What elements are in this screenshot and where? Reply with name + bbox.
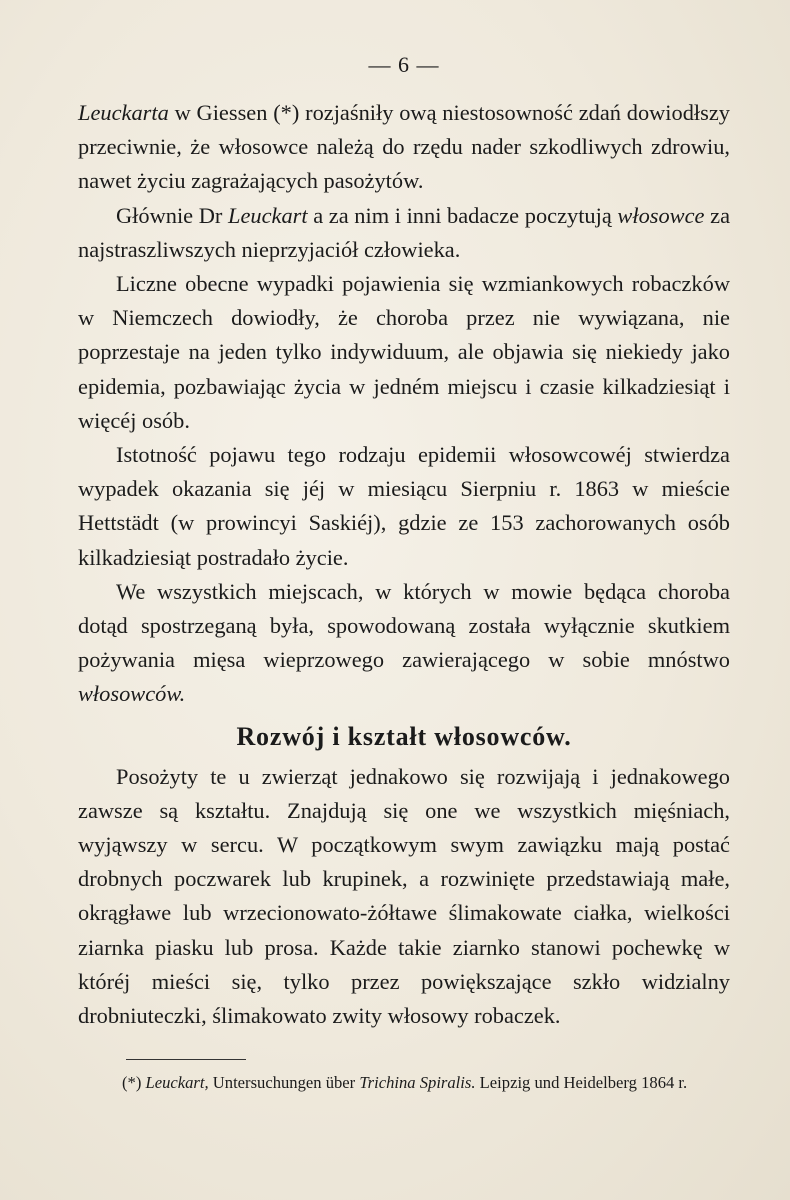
paragraph-1-segment: Leuckarta (78, 100, 169, 125)
paragraph-4 (78, 438, 730, 575)
paragraph-3 (78, 267, 730, 438)
footnote-segment: Leuckart, (145, 1073, 209, 1093)
paragraph-5 (78, 575, 730, 712)
section-heading: Rozwój i kształt włosowców. (236, 721, 572, 751)
paragraph-2-segment: Głównie Dr (116, 202, 228, 228)
paragraph-1-segment: w Giessen (*) rozjaśniły ową niestosowność zdań dowiodłszy przeciwnie, że włosowce należą do rzędu nader szkodliwych zdrowiu, nawet życiu zagrażających pasożytów. (78, 100, 730, 194)
paragraph-2-segment: za najstraszliwszych nieprzyjaciół człowieka. (78, 202, 731, 262)
paragraph-6-segment: Posożyty te u zwierząt jednakowo się rozwijają i jednakowego zawsze są kształtu. Znajdują się one we wszystkich mięśniach, wyjąwszy w sercu. W początkowym swym zawiązku mają postać drobnych poczwarek lub krupinek, a rozwinięte przedstawiają małe, okrągławe lub wrzecionowato-żółtawe ślimakowate ciałka, wielkości ziarnka piasku lub prosa. Każde takie ziarnko stanowi pochewkę w któréj mieści się, tylko przez powiększające szkło widzialny drobniuteczki, ślimakowato zwity włosowy robaczek. (78, 763, 730, 1029)
paragraph-2 (78, 199, 730, 267)
paragraph-2-segment: włosowce (617, 202, 705, 228)
footnote (78, 1070, 730, 1096)
paragraph-2-segment: Leuckart (228, 202, 308, 228)
paragraph-1 (78, 96, 730, 199)
footnote-segment: Trichina Spiralis. (359, 1073, 476, 1093)
paragraph-2-segment: a za nim i inni badacze poczytują (307, 202, 618, 228)
footnote-segment: Untersuchungen über (208, 1073, 360, 1093)
footnote-segment: (*) (122, 1073, 146, 1093)
paragraph-3-segment: Liczne obecne wypadki pojawienia się wzmiankowych robaczków w Niemczech dowiodły, że choroba przez nie wywiązana, nie poprzestaje na jeden tylko indywiduum, ale objawia się niekiedy jako epidemia, pozbawiając życia w jedném miejscu i czasie kilkadziesiąt i więcéj osób. (78, 271, 730, 433)
footnote-rule (126, 1059, 246, 1060)
page-number: — 6 — (368, 52, 440, 77)
paragraph-5-segment: We wszystkich miejscach, w których w mowie będąca choroba dotąd spostrzeganą była, spowodowaną została wyłącznie skutkiem pożywania mięsa wieprzowego zawierającego w sobie mnóstwo (78, 578, 730, 673)
paragraph-6 (78, 760, 730, 1034)
paragraph-5-segment: włosowców. (78, 681, 186, 707)
footnote-segment: Leipzig und Heidelberg 1864 r. (475, 1073, 688, 1093)
paragraph-4-segment: Istotność pojawu tego rodzaju epidemii włosowcowéj stwierdza wypadek okazania się jéj w miesiącu Sierpniu r. 1863 w mieście Hettstädt (w prowincyi Saskiéj), gdzie ze 153 zachorowanych osób kilkadziesiąt postradało życie. (78, 442, 730, 570)
